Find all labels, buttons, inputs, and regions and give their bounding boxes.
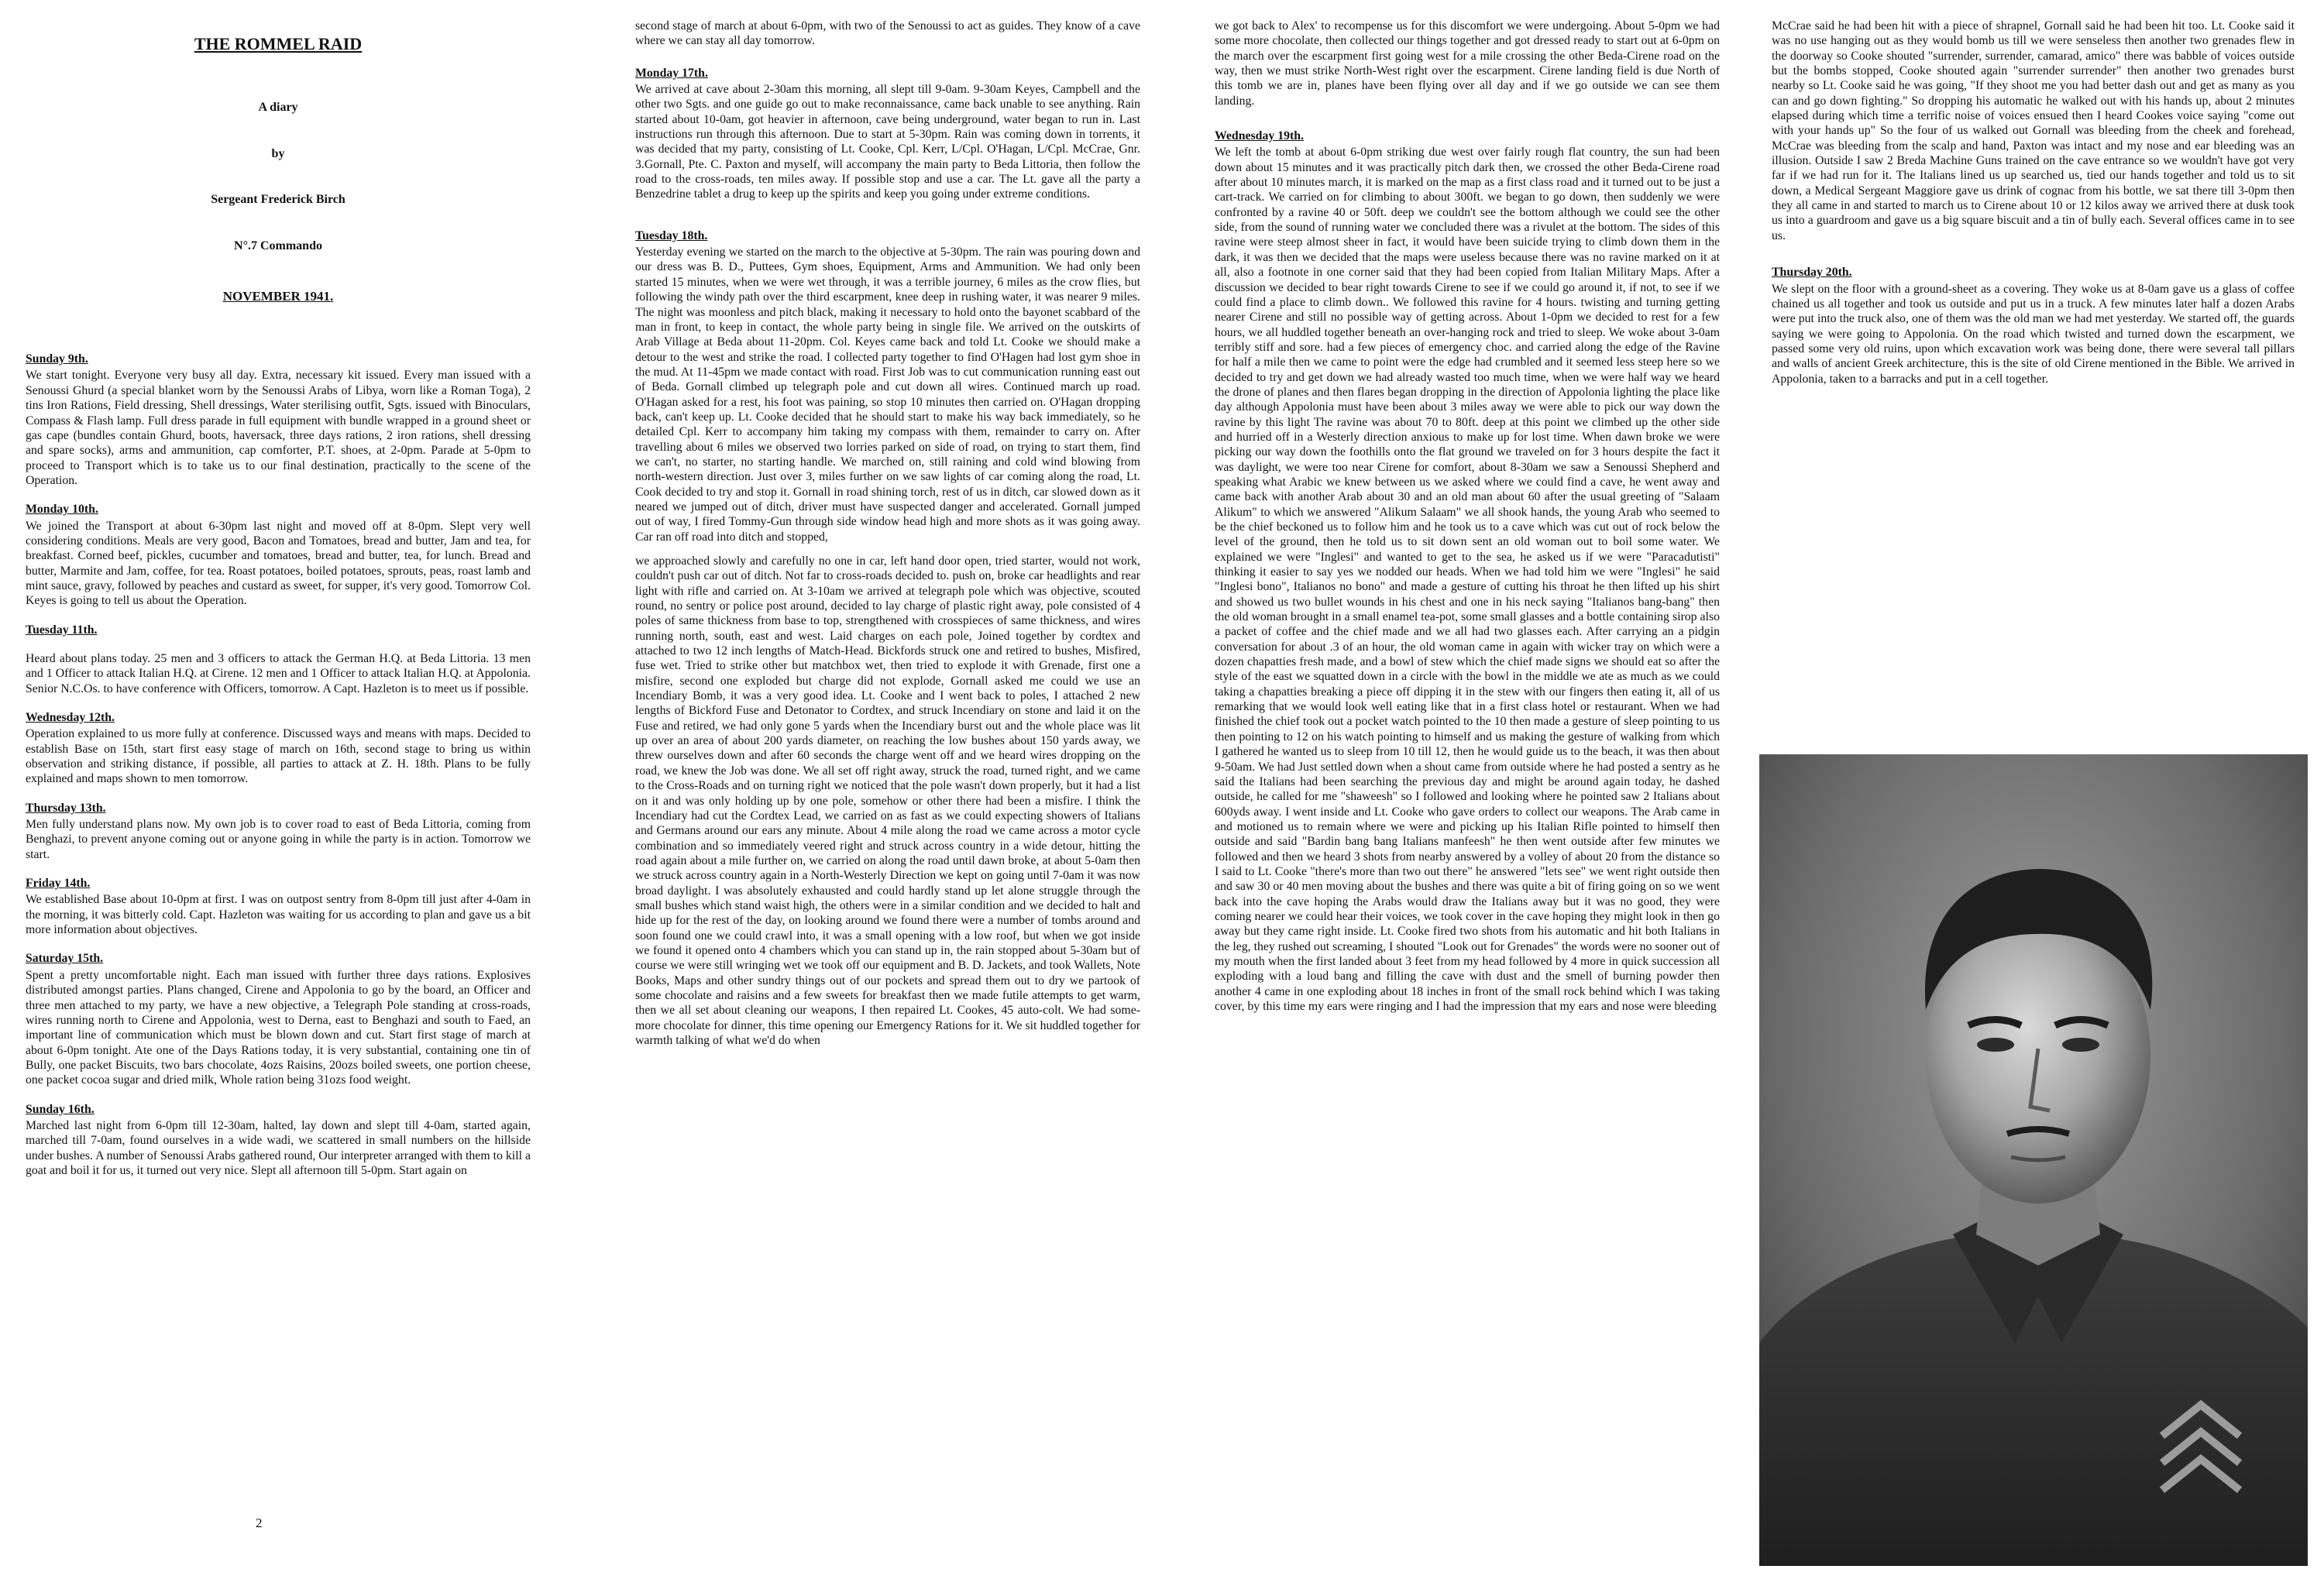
entry-text: We left the tomb at about 6-0pm striking due west over fairly rough flat country, the sun had been down about 15 minutes and it was practically pitch dark then, we crossed the other Beda-Cirene road after about 10 minutes march, it is marked on the map as a first class road and it turned out to be just a cart-track. We carried on for climbing to about 300ft. we began to go down, then suddenly we were confronted by a ravine 40 or 50ft. deep we couldn't see the bottom although we could see the other side, from the sound of running water we concluded there was a rivulet at the bottom. The sides of this ravine were steep almost sheer in fact, it would have been suicide trying to climb down them in the dark, it was then we decided that the maps were useless because there was no ravine marked on it at all, also a footnote in one corner said that they had been copied from Italian Military Maps. After a discussion we decided to bear right towards Cirene to see if we could go around it, if not, to see if we could find a place to climb down.. We followed this ravine for 4 hours. twisting and turning getting nearer Cirene and still no possible way of getting across. About 1-0pm we decided to rest for a few hours, we all huddled together beneath an over-hanging rock and tried to sleep. We woke about 3-0am terribly stiff and sore. had a few pieces of emergency choc. and carried along the edge of the Ravine for half a mile then we came to point were the edge had crumbled and it seemed less steep here so we decided to try and get down we had already wasted too much time, when we were half way we heard the drone of planes and then flares began dropping in the direction of Appolonia lighting the place like day although Appolonia must have been about 3 miles away we were able to pick our way down the ravine by this light The ravine was about 70 to 80ft. deep at this point we climbed up the other side and hurried off in a Westerly direction anxious to make up for lost time. When dawn broke we were picking our way down the foothills onto the flat ground we traveled on for 3 hours despite the fact it was daylight, we were too near Cirene for comfort, about 8-30am we saw a Senoussi Shepherd and speaking what Arabic we knew between us we asked where we could find a cave, he went away and came back with another Arab about 30 and an old man about 60 after the usual greeting of "Salaam Alikum" to which we answered "Alikum Salaam" we all shook hands, the young Arab who seemed to be the chief beckoned us to follow him and he took us to a cave which was cut out of rock below the level of the ground, then he told us to sit down sent an old woman out to boil some water. We explained we were "Inglesi" and wanted to get to the sea, he asked us if we were "Paracadutisti" thinking it easier to say yes we nodded our heads. When we had told him we were "Inglesi" he said "Inglesi bono", Italianos no bono" and made a gesture of cutting his throat he then lifted up his shirt and showed us two bullet wounds in his chest and one in his neck saying "Italianos bang-bang" then the old woman brought in a small enamel tea-pot, some small glasses and a bottle containing sirop also a packet of coffee and the chief made and we all had two glasses each. After carrying an a pidgin conversation for about .3 of an hour, the old woman came in again with wicker tray on which were a dozen chapatties fresh made, and a bowl of stew which the chief made signs we should eat so after the style of the east we squatted down in a circle with the bowl in the middle we ate as much as we could taking a chapatties breaking a piece off dipping it in the stew with our fingers then eating it, all of us remarking that we would look well eating like that in a first class hotel or restaurant. When we had finished the chief took out a pocket watch pointed to the 10 then made a gesture of sleep pointing to us then pointing to 12 on his watch pointing to himself and us making the gesture of walking from which I gathered he wanted us to sleep from 10 till 12, then he would guide us to the beach, it was then about 9-50am. We had Just settled down when a shout came from outside where he had posted a sentry as he said the Italians had been searching the previous day and might be around again today, he dashed outside, he called for me "shaweesh" so I followed and looking where he pointed saw 2 Italians about 600yds away. I went inside and Lt. Cooke who gave orders to collect our weapons. The Arab came in and motioned us to remain where we were and picking up his Italian Rifle pointed to himself then outside and said "Bardin bang bang Italians manfeesh" he then went outside after few minutes we followed and then we heard 3 shots from nearby answered by a volley of about 20 from the distance so I said to Lt. Cooke "there's more than two out there" he answered "lets see" we went right outside then and saw 30 or 40 men moving about the bushes and there was quite a bit of firing going on so we went back into the cave hoping the Arabs would draw the Italians away but it was no good, they were coming nearer we could hear their voices, we took cover in the cave hoping they might look in then go away but they came right inside. Lt. Cooke fired two shots from his automatic and hit both Italians in the leg, they rushed out screaming, I shouted "Look out for Grenades" the words were no sooner out of my mouth when the first landed about 3 feet from my head followed by 4 more in quick succession all exploding with a loud bang and filling the cave with dust and the smell of burning powder then another 4 came in one exploding about 18 inches in front of the small rock behind which I was taking cover, by this time my ears were ringing and I had the impression that my ears and nose were bleeding [1215, 146, 1720, 1013]
portrait-photo [1759, 754, 2308, 1566]
entry-text: Men fully understand plans now. My own job is to cover road to east of Beda Littoria, coming from Benghazi, to prevent anyone coming out or anyone going in while the party is in action. Tomorrow we start. [26, 818, 531, 861]
entry-sunday-16 [26, 1102, 531, 1179]
document-title: THE ROMMEL RAID [194, 34, 363, 53]
entry-tuesday-11 [26, 623, 531, 696]
entry-text: Marched last night from 6-0pm till 12-30am, halted, lay down and slept till 4-0am, started again, marched till 7-0am, found ourselves in a wide wadi, we scattered in small numbers on the hillside under bushes. A number of Senoussi Arabs gathered round, Our interpreter arranged with them to kill a goat and boil it for us, it turned out very nice. Slept all afternoon till 5-0pm. Start again on [26, 1118, 531, 1177]
portrait-image [1759, 754, 2308, 1566]
entry-date: Saturday 15th. [26, 952, 104, 966]
entry-saturday-15 [26, 951, 531, 1087]
continued-text: we approached slowly and carefully no one in car, left hand door open, tried starter, would not work, couldn't push car out of ditch. Not far to cross-roads decided to. push on, broke car headlights and rear light with rifle and carried on. At 3-10am we arrived at telegraph pole which was objective, scouted round, no sentry or police post around, decided to lay charge of plastic right away, pole consisted of 4 poles of same thickness from base to top, strengthened with crosspieces of same thickness, and wires running north, south, east and west. Laid charges on each pole, Joined together by cordtex and attached to two 12 inch lengths of Match-Head. Bickfords struck one and retired to bushes, Misfired, fuse wet. Tried to strike other but matchbox wet, then tried to explode it with Grenade, first one a misfire, second one exploded but charge did not explode, Gornall asked me could we use an Incendiary Bomb, it was a very good idea. Lt. Cooke and I went back to poles, I attached 2 new lengths of Bickford Fuse and Detonator to Cordtex, and struck Incendiary on stone and laid it on the Fuse and retired, we had only gone 5 yards when the Incendiary burst out and the whole place was lit up over an area of about 200 yards diameter, on reaching the low bushes about 150 yards away, we threw ourselves down and after 60 seconds the charge went off and we heard wires dropping on the road, we knew the Job was done. We all set off right away, struck the road, turned right, and we came to the Cross-Roads and on turning right we noticed that the pole wasn't down properly, but it had a list on it and was only holding up by one pole, somehow or other there had been a misfire. I think the Incendiary had cut the Cordtex Lead, we carried on as fast as we could expecting showers of Italians and Germans around our ears any minute. About 4 mile along the road we came across a motor cycle combination and so immediately veered right and struck across country in a wide detour, hitting the road again about a mile further on, we carried on along the road until dawn broke, at about 5-0am then we struck across country again in a North-Westerly Direction we kept on going until 7-0am it was now broad daylight. I was absolutely exhausted and could hardly stand up let alone struggle through the small bushes which stand waist high, the others were in a similar condition and we decided to halt and hide up for the rest of the day, on looking around we found there were a number of tombs around and soon found one we could crawl into, it was a small opening with a low roof, but when we got inside we found it opened onto 4 chambers which you can stand up in, the rain stopped about 5-30am but of course we were still wringing wet we took off our equipment and B. D. Jackets, and took Wallets, Note Books, Maps and other sundry things out of our pockets and spread them out to dry we partook of some chocolate and raisins and a few sweets for breakfast then we made futile attempts to get warm, then we all set about cleaning our weapons, I then repaired Lt. Cookes, 45 auto-colt. We had some-more chocolate for dinner, this time opening our Emergency Rations for it. We sit huddled together for warmth talking of what we'd do when [635, 555, 1140, 1047]
entry-text: Operation explained to us more fully at conference. Discussed ways and means with maps. Decided to establish Base on 15th, start first easy stage of march on 16th, second stage to bring us within observation and striking distance, if possible, all parties to attack at Z. H. 18th. Plans to be fully explained and maps shown to men tomorrow. [26, 727, 531, 786]
entry-wednesday-19 [1215, 129, 1720, 1014]
continued-text: we got back to Alex' to recompense us for this discomfort we were undergoing. About 5-0pm we had some more chocolate, then collected our things together and got dressed ready to start out at 6-0pm on the march over the escarpment first going west for a mile crossing the other Beda-Cirene road on the way, then we must strike North-West right over the escarpment. Cirene landing field is due North of this tomb we are in, planes have been flying over all day and if we go outside we can see them landing. [1215, 19, 1720, 108]
title-block [26, 34, 531, 305]
column-1 [26, 19, 531, 1576]
continued-text: second stage of march at about 6-0pm, with two of the Senoussi to act as guides. They know of a cave where we can stay all day tomorrow. [635, 19, 1140, 48]
entry-date: Wednesday 19th. [1215, 129, 1304, 143]
entry-date: Sunday 9th. [26, 352, 88, 366]
page-number: 2 [256, 1516, 263, 1530]
column-4 [1772, 19, 2295, 740]
entry-monday-17 [635, 66, 1140, 202]
entry-text: We slept on the floor with a ground-sheet as a covering. They woke us at 8-0am gave us a glass of coffee chained us all together and took us outside and put us in a truck. A few minutes later half a dozen Arabs were put into the truck also, one of them was the old man we had met yesterday. We started off, the guards saying we were going to Appolonia. On the road which twisted and turned down the escarpment, we passed some very old ruins, upon which excavation work was being done, there were several tall pillars and walls of ancient Greek architecture, this is the site of old Cirene mentioned in the Bible. We arrived in Appolonia, taken to a barracks and put in a cell together. [1772, 282, 2295, 386]
column-3 [1215, 19, 1720, 1576]
entry-text: We established Base about 10-0pm at first. I was on outpost sentry from 8-0pm till just after 4-0am in the morning, it was bitterly cold. Capt. Hazleton was waiting for us according to plan and gave us a bit more information about objectives. [26, 893, 531, 937]
continued-text: McCrae said he had been hit with a piece of shrapnel, Gornall said he had been hit too. Lt. Cooke said it was no use hanging out as they would bomb us till we were senseless then another two grenades flew in the doorway so Cooke shouted "surrender, surrender, camarad, amico" there was babble of voices outside but the bombs stopped, Cooke shouted again "surrender surrender" then another two grenades burst nearby so Lt. Cooke said he was going, "If they shoot me you had better dash out and get as many as you can and go down fighting." So dropping his automatic he walked out with his hands up, about 2 minutes elapsed during which time a terrific noise of voices ensued then I heard Cookes voice saying "come out with your hands up" So the four of us walked out Gornall was bleeding from the cheek and forehead, McCrae was bleeding from the scalp and hand, Paxton was intact and my nose and ear bleeding was an illusion. Outside I saw 2 Breda Machine Guns trained on the cave entrance so we wouldn't have got very far if we had run for it. The Italians lined us up searched us, tied our hands together and told us to sit down, a Medical Sergeant Maggiore gave us drink of cognac from his bottle, we sat there till 3-0pm then they all came in and started to march us to Cirene about 10 or 12 kilos away we arrived there at dusk took us into a guardroom and gave us a big square biscuit and a tin of bully each. Several offices came in to see us. [1772, 19, 2295, 242]
subtitle-by: by [271, 146, 285, 160]
entry-date: Tuesday 18th. [635, 228, 708, 242]
unit-name: N°.7 Commando [234, 239, 322, 252]
entry-monday-10 [26, 502, 531, 608]
entry-wednesday-12 [26, 710, 531, 787]
entry-tuesday-18 [635, 228, 1140, 544]
entry-text: We start tonight. Everyone very busy all day. Extra, necessary kit issued. Every man issued with a Senoussi Ghurd (a special blanket worn by the Senoussi Arabs of Libya, worn like a Roman Toga), 2 tins Iron Rations, Field dressing, Shell dressings, Water sterilising outfit, Sgts. issued with Binoculars, Compass & Flash lamp. Full dress parade in full equipment with bundle wrapped in a ground sheet or gas cape (bundles contain Ghurd, boots, haversack, three days rations, 2 iron rations, shell dressing and spare socks), arms and ammunition, cap comforter, P.T. shoes, at 2-0pm. Parade at 5-0pm to proceed to Transport which is to take us to our final destination, practically to the scene of the Operation. [26, 369, 531, 487]
entry-text: We joined the Transport at about 6-30pm last night and moved off at 8-0pm. Slept very well considering conditions. Meals are very good, Bacon and Tomatoes, bread and butter, Jam and tea, for breakfast. Corned beef, pickles, cucumber and tomatoes, bread and butter, tea, for lunch. Bread and butter, Marmite and Jam, coffee, for tea. Roast potatoes, boiled potatoes, sprouts, peas, roast lamb and mint sauce, gravy, followed by peaches and custard as sweet, for supper, it's very good. Tomorrow Col. Keyes is going to tell us about the Operation. [26, 519, 531, 608]
entry-thursday-20 [1772, 265, 2295, 386]
entry-friday-14 [26, 876, 531, 937]
entry-date: Friday 14th. [26, 877, 91, 891]
entry-date: Tuesday 11th. [26, 623, 98, 637]
entry-text: Heard about plans today. 25 men and 3 officers to attack the German H.Q. at Beda Littoria. 13 men and 1 Officer to attack Italian H.Q. at Cirene. 12 men and 1 Officer to attack Italian H.Q. at Appolonia. Senior N.C.Os. to have conference with Officers, tomorrow. A Capt. Hazleton is to meet us if possible. [26, 651, 531, 695]
column-2 [635, 19, 1140, 1576]
entry-text: We arrived at cave about 2-30am this morning, all slept till 9-0am. 9-30am Keyes, Campbell and the other two Sgts. and one guide go out to make reconnaissance, came back unable to see anything. Rain started about 10-0am, got heavier in afternoon, cave being underground, water began to run in. Last instructions run through this afternoon. Due to start at 5-30pm. Rain was coming down in torrents, it was decided that my party, consisting of Lt. Cooke, Cpl. Kerr, L/Cpl. O'Hagan, L/Cpl. McCrae, Gnr. 3.Gornall, Pte. C. Paxton and myself, will accompany the main party to Beda Littoria, then follow the road to the cross-roads, ten miles away. If possible stop and use a car. The Lt. gave all the party a Benzedrine tablet a drug to keep up the spirits and keep you going under extreme conditions. [635, 83, 1140, 201]
author-name: Sergeant Frederick Birch [211, 193, 346, 207]
subtitle-diary: A diary [258, 100, 298, 114]
month-heading: NOVEMBER 1941. [222, 289, 334, 304]
entry-date: Wednesday 12th. [26, 711, 115, 724]
entry-date: Thursday 13th. [26, 801, 106, 815]
entry-text: Spent a pretty uncomfortable night. Each man issued with further three days rations. Explosives distributed amongst parties. Plans changed, Cirene and Appolonia to go by the board, an Officer and three men attached to my party, we have a new objective, a Telegraph Pole standing at cross-roads, wires running north to Cirene and Appolonia, west to Derna, east to Benghazi and south to Faed, an important line of communication which must be blown down and cut. Start first stage of march at about 6-0pm tonight. Ate one of the Days Rations today, it is very substantial, containing one tin of Bully, one packet Biscuits, two bars chocolate, 4ozs Raisins, 20ozs boiled sweets, one portion cheese, one packet cocoa sugar and dried milk, Whole ration being 31ozs food weight. [26, 968, 531, 1087]
entry-text: Yesterday evening we started on the march to the objective at 5-30pm. The rain was pouring down and our dress was B. D., Puttees, Gym shoes, Equipment, Arms and Ammunition. We had only been started 15 minutes, when we were wet through, it was a terrible journey, 6 miles as the crow flies, but following the windy path over the third escarpment, knee deep in rushing water, it was nearer 9 miles. The night was moonless and pitch black, making it necessary to hold onto the bayonet scabbard of the man in front, to keep in contact, the whole party being in single file. We arrived on the outskirts of Arab Village at Beda about 11-20pm. Col. Keyes came back and told Lt. Cooke we should make a detour to the west and strike the road. I collected party together to find O'Hagen had lost gym shoe in the mud. At 11-45pm we made contact with road. First Job was to cut communication running east out of Beda. Gornall climbed up telegraph pole and cut down all wires. Continued march up road. O'Hagan asked for a rest, his foot was paining, so stop 10 minutes then carried on. O'Hagan dropping back, can't keep up. Lt. Cooke decided that he should start to make his way back immediately, so he detailed Cpl. Kerr to accompany him taking my compass with them, remainder to carry on. After travelling about 6 miles we observed two lorries parked on side of road, on trying to start them, find we can't, no starter, no starting handle. We marched on, still raining and cold wind blowing from north-western direction. Just over 3, miles further on we saw lights of car coming along the road, Lt. Cook decided to try and stop it. Gornall in road shining torch, rest of us in ditch, car slowed down as it neared we jumped out of ditch, driver must have suspected danger and accelerated. Gornall jumped out of way, I fired Tommy-Gun through side window head high and more shots as it was going away. Car ran off road into ditch and stopped, [635, 245, 1140, 544]
entry-thursday-13 [26, 801, 531, 862]
entry-date: Monday 17th. [635, 66, 708, 80]
entry-sunday-9 [26, 352, 531, 488]
entry-date: Sunday 16th. [26, 1102, 95, 1116]
entry-date: Monday 10th. [26, 503, 98, 517]
entry-date: Thursday 20th. [1772, 266, 1852, 280]
